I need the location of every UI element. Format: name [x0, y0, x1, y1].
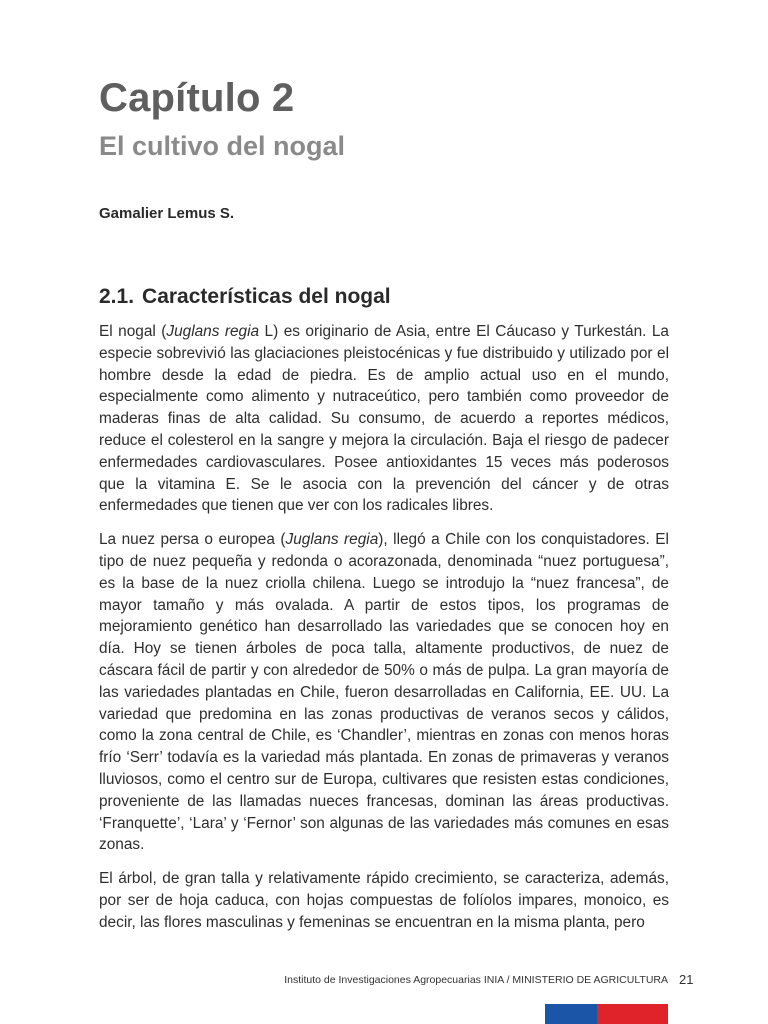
paragraph-2 — [99, 529, 669, 856]
section-number: 2.1. — [99, 285, 135, 308]
chapter-subtitle: El cultivo del nogal — [99, 131, 346, 161]
author-name: Gamalier Lemus S. — [99, 205, 235, 222]
flag-stripe-blue — [545, 1004, 597, 1024]
section-heading — [99, 285, 391, 309]
paragraph-2-text-a: La nuez persa o europea ( — [99, 531, 286, 549]
flag-stripe-red — [597, 1004, 668, 1024]
section-title: Características del nogal — [142, 285, 391, 308]
body-text — [99, 321, 669, 946]
paragraph-1-text-b: L) es originario de Asia, entre El Cáucaso y Turkestán. La especie sobrevivió las glaciaciones pleistocénicas y fue distribuido y utilizado por el hombre desde la edad de piedra. Es de amplio actual uso en el mundo, especialmente como alimento y nutraceútico, pero también como proveedor de maderas finas de alta calidad. Su consumo, de acuerdo a reportes médicos, reduce el colesterol en la sangre y mejora la circulación. Baja el riesgo de padecer enfermedades cardiovasculares. Posee antioxidantes 15 veces más poderosos que la vitamina E. Se le asocia con la prevención del cáncer y de otras enfermedades que tienen que ver con los radicales libres. — [99, 323, 669, 515]
paragraph-3 — [99, 868, 669, 933]
species-name: Juglans regia — [166, 323, 260, 340]
paragraph-3-text: El árbol, de gran talla y relativamente rápido crecimiento, se caracteriza, además, por ser de hoja caduca, con hojas compuestas de folíolos impares, monoico, es decir, las flores masculinas y femeninas se encuentran en la misma planta, pero — [99, 870, 669, 931]
footer-text: Instituto de Investigaciones Agropecuarias INIA / MINISTERIO DE AGRICULTURA — [284, 974, 668, 986]
paragraph-1-text-a: El nogal ( — [99, 323, 167, 340]
paragraph-2-text-b: ), llegó a Chile con los conquistadores. El tipo de nuez pequeña y redonda o acorazonada, denominada “nuez portuguesa”, es la base de la nuez criolla chilena. Luego se introdujo la “nuez francesa”, de mayor tamaño y más ovalada. A partir de estos tipos, los programas de mejoramiento genético han desarrollado las variedades que se conocen hoy en día. Hoy se tienen árboles de poca talla, altamente productivos, de nuez de cáscara fácil de partir y con alrededor de 50% o más de pulpa. La gran mayoría de las variedades plantadas en Chile, fueron desarrolladas en California, EE. UU. La variedad que predomina en las zonas productivas de veranos secos y cálidos, como la zona central de Chile, es ‘Chandler’, mientras en zonas con menos horas frío ‘Serr’ todavía es la variedad más plantada. En zonas de primaveras y veranos lluviosos, como el centro sur de Europa, cultivares que resisten estas condiciones, proveniente de las llamadas nueces francesas, dominan las áreas productivas. ‘Franquette’, ‘Lara’ y ‘Fernor’ son algunas de las variedades más comunes en esas zonas. — [99, 531, 669, 854]
species-name: Juglans regia — [285, 531, 379, 549]
chapter-title: Capítulo 2 — [99, 76, 295, 120]
paragraph-1 — [99, 321, 669, 517]
page-number: 21 — [679, 972, 694, 987]
